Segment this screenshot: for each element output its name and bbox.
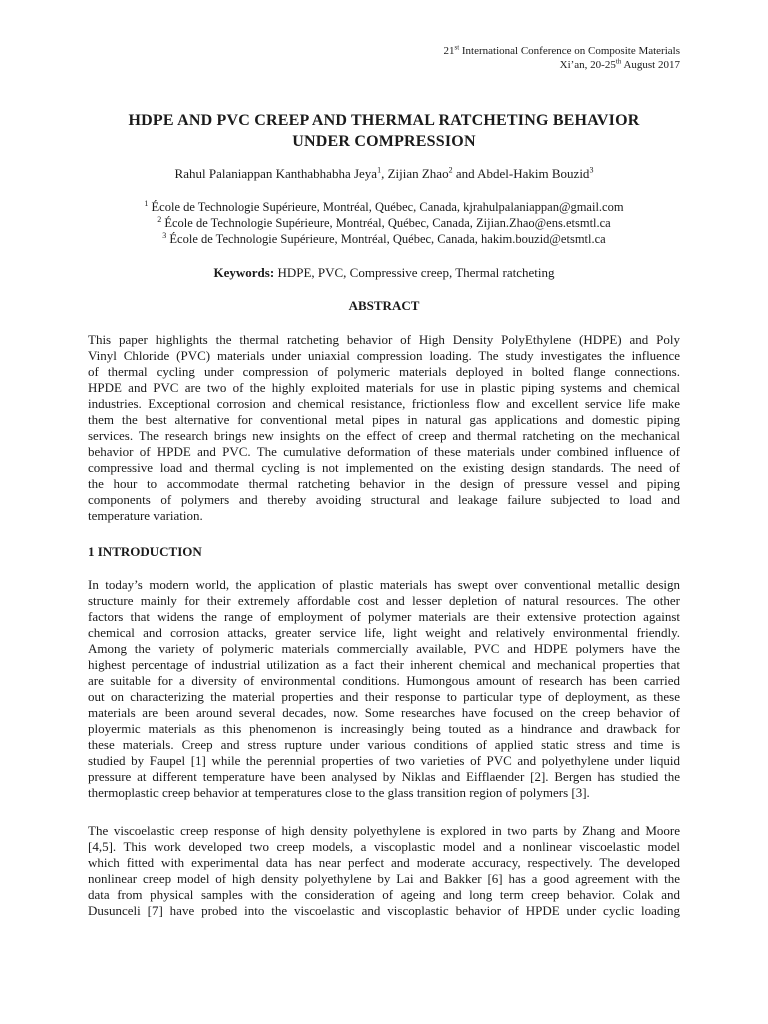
conference-title: International Conference on Composite Materials xyxy=(459,45,680,57)
text-line: nonlinear creep model of high density polyethylene by Lai and Bakker [6] has a good agreement with the xyxy=(88,871,680,886)
text-line: are suitable for a diversity of environmental conditions. Humongous amount of research has been carried xyxy=(88,673,680,688)
affiliation-text: École de Technologie Supérieure, Montréal, Québec, Canada, Zijian.Zhao@ens.etsmtl.ca xyxy=(161,216,611,230)
text-line: structure mainly for their extremely affordable cost and lesser depletion of natural resources. The other xyxy=(88,593,680,608)
conference-name xyxy=(443,44,680,58)
text-line: Among the variety of polymeric materials commercially available, PVC and HDPE polymers have the xyxy=(88,641,680,656)
keywords-label: Keywords: xyxy=(213,265,275,280)
affiliation-text: École de Technologie Supérieure, Montréal, Québec, Canada, hakim.bouzid@etsmtl.ca xyxy=(166,232,606,246)
paper-title xyxy=(88,110,680,152)
conference-ordinal: st xyxy=(454,43,460,52)
location-text: Xi’an, 20-25 xyxy=(559,59,616,71)
conference-header xyxy=(443,44,680,72)
text-line: behavior of HPDE and PVC. The cumulative deformation of these materials under combined influence of xyxy=(88,444,680,459)
author-1-affil-mark: 1 xyxy=(377,165,382,175)
text-line: data from physical samples with the consideration of ageing and long term creep behavior. Colak and xyxy=(88,887,680,902)
affiliation-1 xyxy=(88,199,680,215)
affiliation-mark: 1 xyxy=(144,198,149,208)
date-text: August 2017 xyxy=(621,59,680,71)
conference-number: 21 xyxy=(443,45,455,57)
text-line: services. The research brings new insights on the effect of creep and thermal ratcheting on the mechanical xyxy=(88,428,680,443)
abstract-heading: ABSTRACT xyxy=(348,298,420,313)
affiliation-text: École de Technologie Supérieure, Montréal, Québec, Canada, kjrahulpalaniappan@gmail.com xyxy=(148,200,624,214)
keywords-line xyxy=(88,265,680,281)
text-line: highest percentage of industrial utilization as a fact their inherent chemical and mechanical properties that xyxy=(88,657,680,672)
text-line: Vinyl Chloride (PVC) materials under uniaxial compression loading. The study investigates the influence xyxy=(88,348,680,363)
introduction-heading: 1 INTRODUCTION xyxy=(88,544,202,559)
text-line: Dusunceli [7] have probed into the viscoelastic and viscoplastic behavior of HPDE under cyclic loading xyxy=(88,903,680,918)
title-line-2: UNDER COMPRESSION xyxy=(292,133,476,150)
text-line: compressive load and thermal cycling is not implemented on the existing design standards. The need of xyxy=(88,460,680,475)
affiliation-mark: 3 xyxy=(162,230,167,240)
text-line: thermoplastic creep behavior at temperatures close to the glass transition region of polymers [3]. xyxy=(88,785,590,800)
text-line: HPDE and PVC are two of the highly exploited materials for use in plastic piping systems and chemical xyxy=(88,380,680,395)
text-line: In today’s modern world, the application of plastic materials has swept over conventional metallic design xyxy=(88,577,680,592)
text-line: [4,5]. This work developed two creep models, a viscoplastic model and a nonlinear viscoelastic model xyxy=(88,839,680,854)
affiliation-3 xyxy=(88,231,680,247)
text-line: chemical and corrosion attacks, greater service life, light weight and relatively environmental friendly. xyxy=(88,625,680,640)
text-line: ployermic materials as this phenomenon is increasingly being touted as a hindrance and drawback for xyxy=(88,721,680,736)
author-separator: and xyxy=(452,166,478,181)
text-line: out on characterizing the material properties and their response to particular type of deployment, as these xyxy=(88,689,680,704)
author-separator: , xyxy=(381,166,388,181)
text-line: pressure at different temperature have been analysed by Niklas and Eifflaender [2]. Bergen has studied the xyxy=(88,769,680,784)
author-list xyxy=(88,166,680,182)
text-line: The viscoelastic creep response of high density polyethylene is explored in two parts by Zhang and Moore xyxy=(88,823,680,838)
affiliation-mark: 2 xyxy=(157,214,162,224)
text-line: factors that widens the range of employment of polymer materials are their extensive protection against xyxy=(88,609,680,624)
affiliation-2 xyxy=(88,215,680,231)
author-3: Abdel-Hakim Bouzid xyxy=(477,166,590,181)
conference-location-date xyxy=(443,58,680,72)
text-line: studied by Faupel [1] while the perennial properties of two varieties of PVC and polyethylene under liquid xyxy=(88,753,680,768)
text-line: these materials. Creep and stress rupture under various conditions of applied static stress and time is xyxy=(88,737,680,752)
introduction-paragraph-1 xyxy=(88,577,680,801)
author-3-affil-mark: 3 xyxy=(589,165,594,175)
date-ordinal: th xyxy=(615,57,622,66)
affiliation-list xyxy=(88,199,680,247)
text-line: the hour to accommodate thermal ratcheting behavior in the design of pressure vessel and piping xyxy=(88,476,680,491)
text-line: which fitted with experimental data has near perfect and moderate accuracy, respectively. The developed xyxy=(88,855,680,870)
text-line: industries. Exceptional corrosion and chemical resistance, frictionless flow and excellent service life make xyxy=(88,396,680,411)
text-line: of thermal cycling under compression of polymeric materials deployed in bolted flange connections. xyxy=(88,364,680,379)
text-line: materials are been around several decades, now. Some researches have focused on the creep behavior of xyxy=(88,705,680,720)
title-line-1: HDPE AND PVC CREEP AND THERMAL RATCHETING BEHAVIOR xyxy=(128,112,640,129)
author-2-affil-mark: 2 xyxy=(448,165,453,175)
text-line: This paper highlights the thermal ratcheting behavior of High Density PolyEthylene (HDPE) and Poly xyxy=(88,332,680,347)
text-line: components of polymers and thereby avoiding structural and leakage failure subjected to load and xyxy=(88,492,680,507)
text-line: them the best alternative for conventional metal pipes in natural gas applications and domestic piping xyxy=(88,412,680,427)
keywords-text: HDPE, PVC, Compressive creep, Thermal ratcheting xyxy=(274,265,555,280)
text-line: temperature variation. xyxy=(88,508,203,523)
author-1: Rahul Palaniappan Kanthabhabha Jeya xyxy=(174,166,378,181)
introduction-paragraph-2 xyxy=(88,823,680,919)
abstract-paragraph xyxy=(88,332,680,524)
author-2: Zijian Zhao xyxy=(387,166,449,181)
